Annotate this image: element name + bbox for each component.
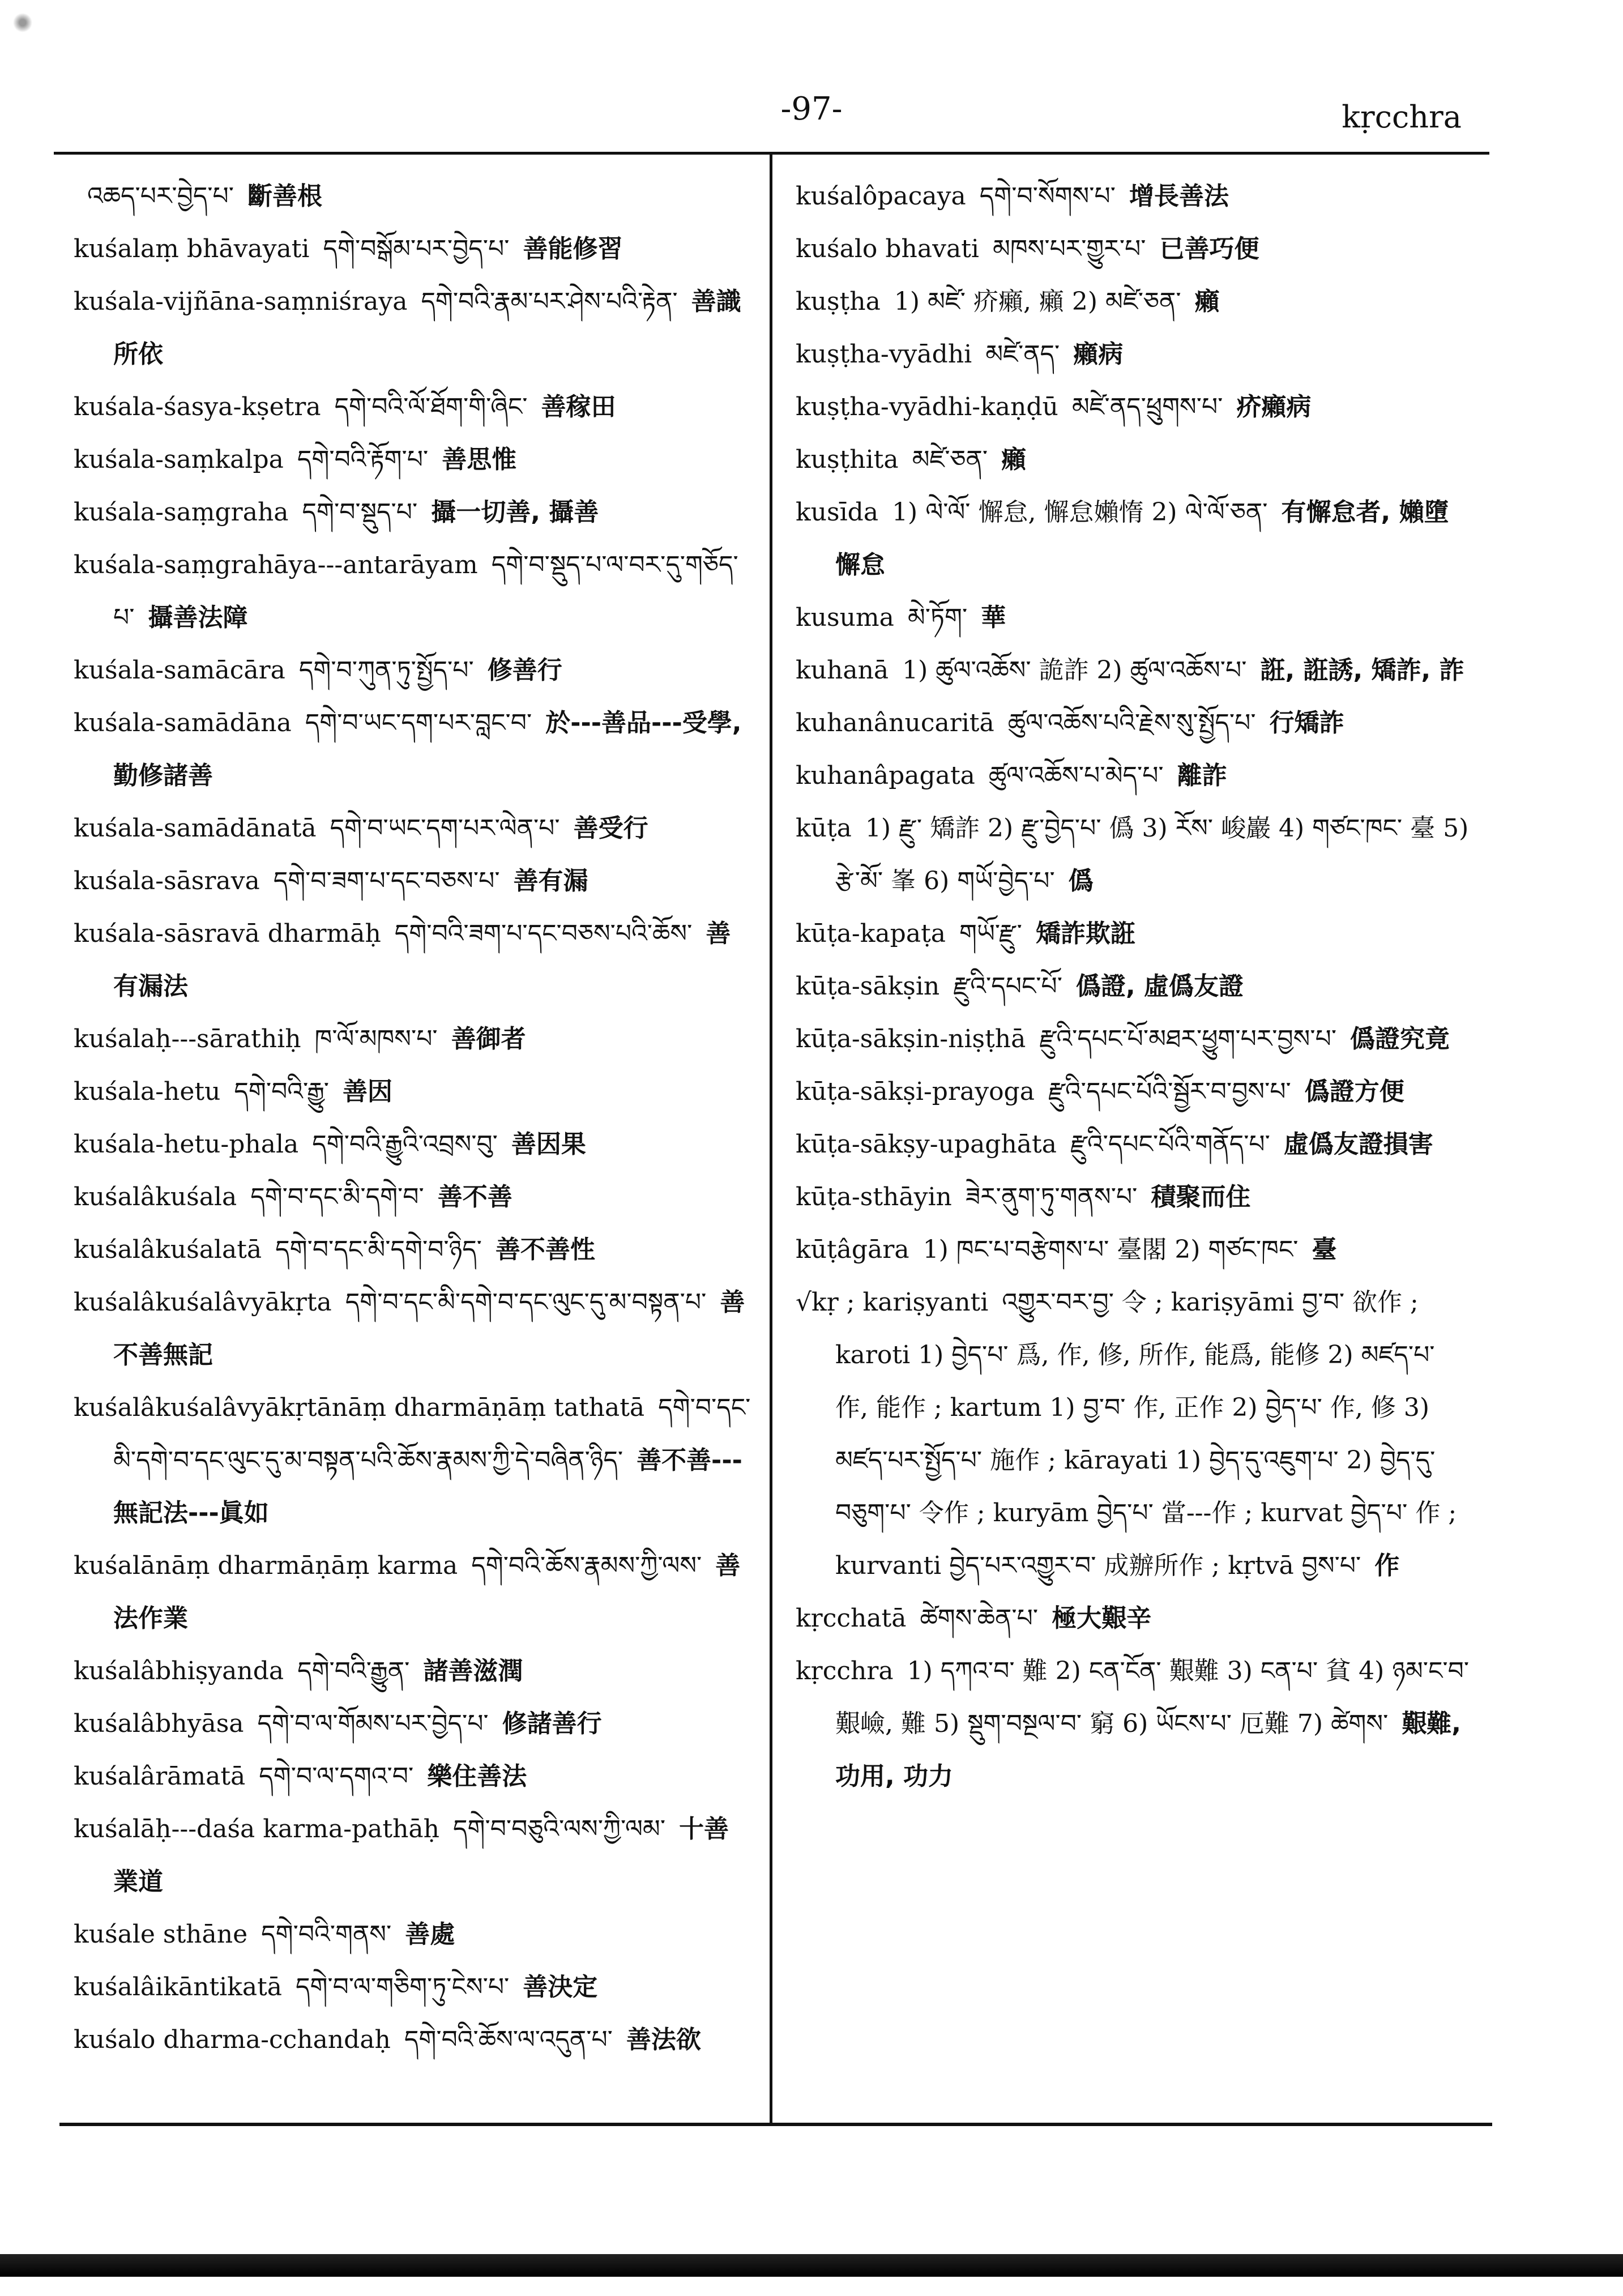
entry-tibetan: དགེ་བ་ལ་གོམས་པར་བྱེད་པ་	[257, 1709, 489, 1738]
entry-tibetan: ཟེར་ནུག་ཏུ་གནས་པ་	[965, 1183, 1138, 1211]
entry-term: kusuma	[796, 603, 894, 632]
entry-chinese: 善不善---無記法---眞如	[113, 1446, 742, 1527]
entry-term: kuśalaḥ---sārathiḥ	[74, 1025, 301, 1053]
entry-tibetan: དགེ་བ་དང་མི་དགེ་བ་	[250, 1183, 424, 1211]
dictionary-entry	[796, 1013, 1472, 1065]
entry-tibetan: མཛེ་ནད་	[985, 340, 1060, 369]
entry-term: kuṣṭha	[796, 287, 881, 316]
entry-term: kuśalâikāntikatā	[74, 1973, 282, 2001]
dictionary-entry	[796, 802, 1472, 907]
entry-tibetan: དགེ་བའི་ཆོས་རྣམས་ཀྱི་ལས་	[471, 1551, 702, 1580]
entry-tibetan: དགེ་བ་སྡུད་པ་ལ་བར་དུ་གཅོད་པ་	[113, 550, 738, 632]
entry-tibetan: དགེ་བ་ཡང་དག་པར་བླང་བ་	[305, 709, 532, 737]
entry-term: √kṛ ; kariṣyanti	[796, 1288, 989, 1317]
dictionary-entry	[796, 1171, 1472, 1223]
entry-term: kuśalâkuśalâvyākṛta	[74, 1288, 332, 1317]
dictionary-entry	[796, 1592, 1472, 1645]
entry-term: kuśala-samādāna	[74, 709, 292, 737]
entry-tibetan: དགེ་བའི་རྣམ་པར་ཤེས་པའི་རྟེན་	[421, 287, 678, 316]
entry-tibetan: མཁས་པར་གྱུར་པ་	[992, 234, 1146, 263]
dictionary-entry	[796, 697, 1472, 749]
entry-chinese: 癩病	[1073, 340, 1124, 369]
entry-chinese: 誑, 誑誘, 矯詐, 詐	[1260, 656, 1464, 685]
entry-term: kūṭa-sākṣy-upaghāta	[796, 1130, 1057, 1159]
entry-tibetan: གཡོ་རྫུ་	[959, 919, 1022, 948]
entry-tibetan: འགྱུར་བར་བྱ་ 令 ; kariṣyāmi བྱ་བ་ 欲作 ; karoti 1) བྱེད་པ་ 爲, 作, 修, 所作, 能爲, 能修 2) མཛད་པ་ 作, 能作 ; kartum 1) བྱ་བ་ 作, 正作 2) བྱེད་པ་ 作, 修 3) མཛད་པར་སྤྱོད་པ་ 施作 ; kārayati 1) བྱེད་དུ་འཇུག་པ་ 2) བྱེད་དུ་བཅུག་པ་ 令作 ; kuryām བྱེད་པ་ 當---作 ; kurvat བྱེད་པ་ 作 ; kurvanti བྱེད་པར་འགྱུར་བ་ 成辦所作 ; kṛtvā བྱས་པ་	[835, 1288, 1457, 1580]
entry-chinese: 善受行	[573, 814, 648, 843]
entry-chinese: 艱難, 功用, 功力	[835, 1709, 1462, 1791]
entry-chinese: 已善巧便	[1159, 234, 1259, 263]
entry-tibetan: 1) རྫུ་ 矯詐 2) རྫུ་བྱེད་པ་ 僞 3) རོས་ 峻巖 4) གཙང་ཁང་ 臺 5) རྩེ་མོ་ 峯 6) གཡོ་བྱེད་པ་	[835, 814, 1469, 895]
entry-tibetan: འཆད་པར་བྱེད་པ་	[87, 182, 234, 211]
entry-term: kūṭa	[796, 814, 852, 843]
dictionary-entry	[74, 1645, 753, 1697]
entry-chinese: 極大艱辛	[1052, 1604, 1152, 1633]
entry-term: kūṭa-sthāyin	[796, 1183, 952, 1211]
entry-term: kuśalaṃ bhāvayati	[74, 234, 310, 263]
dictionary-entry	[74, 1013, 753, 1065]
dictionary-entry	[74, 907, 753, 1013]
entry-term: kṛcchra	[796, 1657, 894, 1685]
entry-chinese: 攝善法障	[148, 603, 248, 632]
entry-chinese: 善不善性	[495, 1235, 595, 1264]
entry-term: kuhanā	[796, 656, 889, 685]
entry-chinese: 矯詐欺誑	[1035, 919, 1135, 948]
dictionary-entry	[796, 1223, 1472, 1276]
dictionary-entry	[74, 1381, 753, 1539]
entry-tibetan: ཁ་ལོ་མཁས་པ་	[314, 1025, 438, 1053]
entry-tibetan: མེ་ཏོག་	[907, 603, 968, 632]
bottom-rule	[59, 2123, 1492, 2126]
entry-term: kuśala-hetu-phala	[74, 1130, 299, 1159]
entry-term: kūṭa-kapaṭa	[796, 919, 946, 948]
dictionary-entry	[796, 433, 1472, 486]
dictionary-entry	[796, 1065, 1472, 1118]
dictionary-entry	[74, 697, 753, 802]
entry-chinese: 善思惟	[442, 445, 517, 474]
dictionary-entry	[74, 855, 753, 907]
dictionary-entry	[74, 1223, 753, 1276]
entry-term: kuśala-samācāra	[74, 656, 285, 685]
entry-chinese: 樂住善法	[427, 1762, 527, 1791]
entry-chinese: 疥癩病	[1236, 392, 1312, 421]
entry-chinese: 虛僞友證損害	[1283, 1130, 1433, 1159]
dictionary-entry	[74, 1276, 753, 1381]
entry-tibetan: དགེ་བའི་ཟག་པ་དང་བཅས་པའི་ཆོས་	[394, 919, 693, 948]
entry-chinese: 善處	[405, 1920, 455, 1949]
dictionary-entry	[74, 1539, 753, 1645]
dictionary-entry	[796, 486, 1472, 591]
dictionary-entry	[74, 1750, 753, 1803]
entry-chinese: 修諸善行	[502, 1709, 602, 1738]
entry-term: kuśalâkuśalatā	[74, 1235, 262, 1264]
entry-tibetan: མཛེ་ཅན་	[912, 445, 988, 474]
entry-term: kūṭa-sākṣin-niṣṭhā	[796, 1025, 1026, 1053]
entry-chinese: 癩	[1194, 287, 1220, 316]
scan-bottom-band	[0, 2254, 1623, 2277]
dictionary-entry	[796, 644, 1472, 697]
entry-tibetan: དགེ་བའི་རྒྱུན་	[297, 1657, 410, 1685]
dictionary-entry	[796, 591, 1472, 644]
entry-tibetan: དགེ་བ་སྡུད་པ་	[302, 498, 418, 527]
entry-term: kuśala-sāsrava	[74, 867, 260, 895]
entry-chinese: 有懈怠者, 嬾墮懈怠	[835, 498, 1449, 579]
entry-term: kuśala-saṃgraha	[74, 498, 289, 527]
entry-term: kuśala-saṃkalpa	[74, 445, 284, 474]
dictionary-entry	[796, 749, 1472, 802]
dictionary-entry	[796, 381, 1472, 433]
entry-tibetan: རྫུའི་དཔང་པོ་	[953, 972, 1062, 1001]
dictionary-entry	[796, 1645, 1472, 1803]
entry-chinese: 僞證, 虛僞友證	[1075, 972, 1244, 1001]
entry-chinese: 癩	[1001, 445, 1027, 474]
entry-chinese: 諸善滋潤	[423, 1657, 523, 1685]
entry-tibetan: རྫུའི་དཔང་པོའི་གནོད་པ་	[1070, 1130, 1270, 1159]
entry-term: kṛcchatā	[796, 1604, 907, 1633]
dictionary-entry	[74, 170, 753, 223]
entry-tibetan: དགེ་བ་དང་མི་དགེ་བ་དང་ལུང་དུ་མ་བསྟན་པའི་ཆོས་རྣམས་ཀྱི་དེ་བཞིན་ཉིད་	[113, 1393, 751, 1475]
dictionary-entry	[796, 170, 1472, 223]
entry-term: kuśalo bhavati	[796, 234, 979, 263]
page-number: -97-	[780, 91, 843, 127]
entry-term: kuśala-saṃgrahāya---antarāyam	[74, 550, 478, 579]
dictionary-entry	[74, 1908, 753, 1961]
entry-term: kuṣṭha-vyādhi	[796, 340, 972, 369]
entry-term: kūṭâgāra	[796, 1235, 909, 1264]
entry-tibetan: མཛེ་ནད་ཕྲུགས་པ་	[1071, 392, 1223, 421]
dictionary-entry	[74, 2013, 753, 2066]
entry-term: kuśalāḥ---daśa karma-pathāḥ	[74, 1815, 439, 1843]
entry-term: kuhanâpagata	[796, 761, 975, 790]
entry-tibetan: དགེ་བའི་གནས་	[261, 1920, 392, 1949]
dictionary-entry	[74, 644, 753, 697]
entry-term: kūṭa-sākṣi-prayoga	[796, 1077, 1035, 1106]
entry-tibetan: ཚེགས་ཆེན་པ་	[920, 1604, 1039, 1633]
entry-tibetan: དགེ་བ་དང་མི་དགེ་བ་དང་ལུང་དུ་མ་བསྟན་པ་	[345, 1288, 707, 1317]
entry-tibetan: དགེ་བ་ལ་གཅིག་ཏུ་ངེས་པ་	[295, 1973, 510, 2001]
entry-chinese: 善能修習	[523, 234, 623, 263]
entry-chinese: 善不善無記	[113, 1288, 745, 1369]
entry-term: kuśalo dharma-cchandaḥ	[74, 2025, 391, 2054]
entry-chinese: 僞證究竟	[1350, 1025, 1450, 1053]
entry-chinese: 善稼田	[541, 392, 616, 421]
entry-term: kuśalârāmatā	[74, 1762, 246, 1791]
entry-term: kuśalâbhiṣyanda	[74, 1657, 284, 1685]
entry-term: kūṭa-sākṣin	[796, 972, 940, 1001]
dictionary-entry	[74, 1118, 753, 1171]
entry-tibetan: རྫུའི་དཔང་པོ་མཐར་ཕྱུག་པར་བྱས་པ་	[1039, 1025, 1337, 1053]
entry-chinese: 善法欲	[626, 2025, 701, 2054]
entry-chinese: 離詐	[1177, 761, 1227, 790]
entry-chinese: 十善業道	[113, 1815, 729, 1896]
entry-chinese: 華	[981, 603, 1006, 632]
entry-chinese: 作	[1374, 1551, 1400, 1580]
entry-term: kuśalâkuśalâvyākṛtānāṃ dharmāṇāṃ tathatā	[74, 1393, 645, 1422]
dictionary-entry	[74, 275, 753, 381]
entry-term: kuśalâkuśala	[74, 1183, 237, 1211]
dictionary-entry	[796, 328, 1472, 381]
dictionary-entry	[796, 1118, 1472, 1171]
entry-tibetan: དགེ་བའི་རྒྱུ་	[234, 1077, 329, 1106]
entry-tibetan: ཚུལ་འཆོས་པའི་རྗེས་སུ་སྤྱོད་པ་	[1007, 709, 1256, 737]
entry-tibetan: ཚུལ་འཆོས་པ་མེད་པ་	[988, 761, 1164, 790]
entry-tibetan: དགེ་བ་སོགས་པ་	[979, 182, 1116, 211]
dictionary-entry	[796, 1276, 1472, 1592]
scan-speck	[11, 11, 34, 34]
entry-tibetan: དགེ་བའི་ལོ་ཐོག་གི་ཞིང་	[334, 392, 528, 421]
entry-tibetan: 1) ཁང་པ་བརྩེགས་པ་ 臺閣 2) གཙང་ཁང་	[922, 1235, 1299, 1264]
entry-term: kuśalâbhyāsa	[74, 1709, 244, 1738]
entry-tibetan: དགེ་བའི་རྒྱུའི་འབྲས་བུ་	[312, 1130, 498, 1159]
dictionary-entry	[74, 223, 753, 275]
entry-tibetan: དགེ་བའི་ཆོས་ལ་འདུན་པ་	[404, 2025, 613, 2054]
entry-chinese: 斷善根	[247, 182, 322, 211]
entry-chinese: 善有漏	[513, 867, 588, 895]
entry-term: kuśala-hetu	[74, 1077, 221, 1106]
dictionary-entry	[74, 433, 753, 486]
entry-tibetan: དགེ་བའི་རྟོག་པ་	[297, 445, 429, 474]
entry-term: kuśalānāṃ dharmāṇāṃ karma	[74, 1551, 458, 1580]
entry-tibetan: 1) ལེ་ལོ་ 懈怠, 懈怠嬾惰 2) ལེ་ལོ་ཅན་	[892, 498, 1268, 527]
entry-chinese: 善有漏法	[113, 919, 731, 1001]
entry-tibetan: རྫུའི་དཔང་པོའི་སྦྱོར་བ་བྱས་པ་	[1048, 1077, 1291, 1106]
entry-chinese: 攝一切善, 攝善	[431, 498, 599, 527]
entry-term: kuṣṭhita	[796, 445, 899, 474]
dictionary-entry	[796, 275, 1472, 328]
entry-tibetan: 1) མཛེ་ 疥癩, 癩 2) མཛེ་ཅན་	[894, 287, 1181, 316]
entry-chinese: 善因	[342, 1077, 392, 1106]
right-column	[796, 170, 1472, 2113]
entry-chinese: 善因果	[511, 1130, 586, 1159]
dictionary-entry	[74, 539, 753, 644]
entry-chinese: 積聚而住	[1151, 1183, 1251, 1211]
entry-chinese: 善法作業	[113, 1551, 741, 1633]
entry-tibetan: དགེ་བ་ཡང་དག་པར་ལེན་པ་	[330, 814, 560, 843]
entry-chinese: 修善行	[487, 656, 562, 685]
entry-chinese: 僞證方便	[1304, 1077, 1404, 1106]
entry-chinese: 善決定	[523, 1973, 598, 2001]
entry-tibetan: དགེ་བ་བཅུའི་ལས་ཀྱི་ལམ་	[453, 1815, 666, 1843]
entry-chinese: 於---善品---受學, 勤修諸善	[113, 709, 742, 790]
entry-chinese: 僞	[1068, 867, 1094, 895]
entry-term: kuśalôpacaya	[796, 182, 966, 211]
dictionary-entry	[74, 1803, 753, 1908]
entry-chinese: 行矯詐	[1269, 709, 1344, 737]
dictionary-entry	[796, 223, 1472, 275]
dictionary-entry	[74, 1171, 753, 1223]
entry-tibetan: དགེ་བ་ཀུན་ཏུ་སྤྱོད་པ་	[298, 656, 474, 685]
left-column	[74, 170, 753, 2113]
entry-tibetan: དགེ་བ་དང་མི་དགེ་བ་ཉིད་	[275, 1235, 482, 1264]
dictionary-entry	[796, 960, 1472, 1013]
running-head: kṛcchra	[1342, 99, 1462, 135]
entry-term: kuhanânucaritā	[796, 709, 994, 737]
entry-tibetan: 1) དཀའ་བ་ 難 2) ངན་ངོན་ 艱難 3) ངན་པ་ 貧 4) ཉམ་ང་བ་ 艱嶮, 難 5) སྡུག་བསྔལ་བ་ 窮 6) ཡོངས་པ་ 厄難 7) ཚེགས་	[835, 1657, 1470, 1738]
entry-term: kuśala-śasya-kṣetra	[74, 392, 321, 421]
entry-chinese: 臺	[1312, 1235, 1337, 1264]
entry-term: kuśala-samādānatā	[74, 814, 317, 843]
column-divider	[770, 153, 772, 2124]
entry-chinese: 善御者	[451, 1025, 526, 1053]
dictionary-entry	[74, 381, 753, 433]
entry-term: kuśala-vijñāna-saṃniśraya	[74, 287, 408, 316]
dictionary-entry	[74, 1961, 753, 2013]
entry-term: kusīda	[796, 498, 879, 527]
entry-chinese: 增長善法	[1129, 182, 1229, 211]
dictionary-entry	[74, 1065, 753, 1118]
entry-term: kuśale sthāne	[74, 1920, 248, 1949]
dictionary-entry	[74, 486, 753, 539]
entry-tibetan: དགེ་བ་ཟག་པ་དང་བཅས་པ་	[273, 867, 500, 895]
dictionary-entry	[74, 802, 753, 855]
dictionary-entry	[796, 907, 1472, 960]
entry-tibetan: དགེ་བ་ལ་དགའ་བ་	[259, 1762, 414, 1791]
dictionary-entry	[74, 1697, 753, 1750]
entry-tibetan: དགེ་བསྒོམ་པར་བྱེད་པ་	[323, 234, 510, 263]
entry-tibetan: 1) ཚུལ་འཆོས་ 詭詐 2) ཚུལ་འཆོས་པ་	[902, 656, 1247, 685]
entry-term: kuśala-sāsravā dharmāḥ	[74, 919, 381, 948]
entry-chinese: 善識所依	[113, 287, 741, 369]
entry-term: kuṣṭha-vyādhi-kaṇḍū	[796, 392, 1058, 421]
entry-chinese: 善不善	[437, 1183, 512, 1211]
